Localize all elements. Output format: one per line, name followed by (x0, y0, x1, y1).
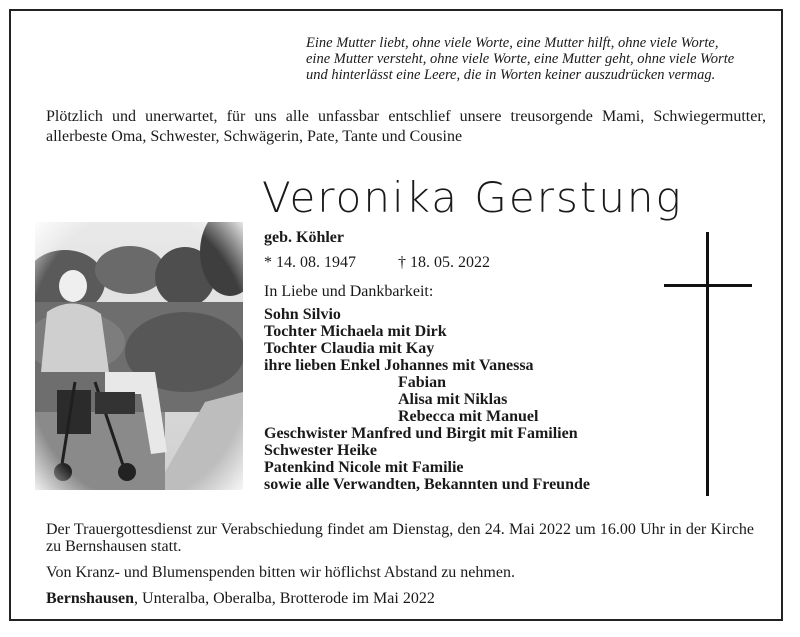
details (264, 229, 644, 493)
mourner-line: Schwester Heike (264, 442, 378, 459)
mourner-line: ihre lieben Enkel Johannes mit Vanessa (264, 357, 534, 374)
poem-line: eine Mutter versteht, ohne viele Worte, eine Mutter geht, ohne viele Worte (306, 51, 735, 67)
maiden-name: geb. Köhler (264, 229, 344, 246)
place-date-line (46, 590, 754, 607)
portrait-photo (35, 222, 243, 490)
mourner-line: sowie alle Verwandten, Bekannten und Freunde (264, 476, 590, 493)
place-name: Bernshausen (46, 590, 135, 607)
thanks-line: In Liebe und Dankbarkeit: (264, 283, 434, 300)
cross-vertical-bar (706, 232, 709, 496)
mourner-line: Tochter Michaela mit Dirk (264, 323, 447, 340)
mourners-list (264, 306, 644, 493)
poem (306, 35, 776, 83)
poem-line: Eine Mutter liebt, ohne viele Worte, eine Mutter hilft, ohne viele Worte, (306, 35, 719, 51)
mourner-line: Geschwister Manfred und Birgit mit Familien (264, 425, 578, 442)
poem-line: und hinterlässt eine Leere, die in Worten keiner auszudrücken vermag. (306, 67, 716, 83)
flowers-text: Von Kranz- und Blumenspenden bitten wir höflichst Abstand zu nehmen. (46, 564, 515, 581)
mourner-line: Patenkind Nicole mit Familie (264, 459, 464, 476)
life-dates (264, 254, 644, 271)
death-date: † 18. 05. 2022 (398, 254, 490, 271)
place-rest: , Unteralba, Oberalba, Brotterode im Mai 2022 (134, 590, 435, 607)
service-info (46, 521, 754, 607)
mourner-line: Tochter Claudia mit Kay (264, 340, 435, 357)
mourner-line: Fabian (398, 374, 447, 391)
mourner-line: Alisa mit Niklas (398, 391, 508, 408)
service-text: Der Trauergottesdienst zur Verabschiedung findet am Dienstag, den 24. Mai 2022 um 16.00 Uhr in der Kirche zu Bernshausen statt. (46, 521, 754, 555)
mourner-line: Rebecca mit Manuel (398, 408, 539, 425)
mourner-line: Sohn Silvio (264, 306, 341, 323)
deceased-name: Veronika Gerstung (262, 173, 683, 222)
intro-text: Plötzlich und unerwartet, für uns alle unfassbar entschlief unsere treusorgende Mami, Schwiegermutter, allerbeste Oma, Schwester, Schwägerin, Pate, Tante und Cousine (46, 108, 766, 145)
cross-horizontal-bar (664, 284, 752, 287)
birth-date: * 14. 08. 1947 (264, 254, 356, 271)
